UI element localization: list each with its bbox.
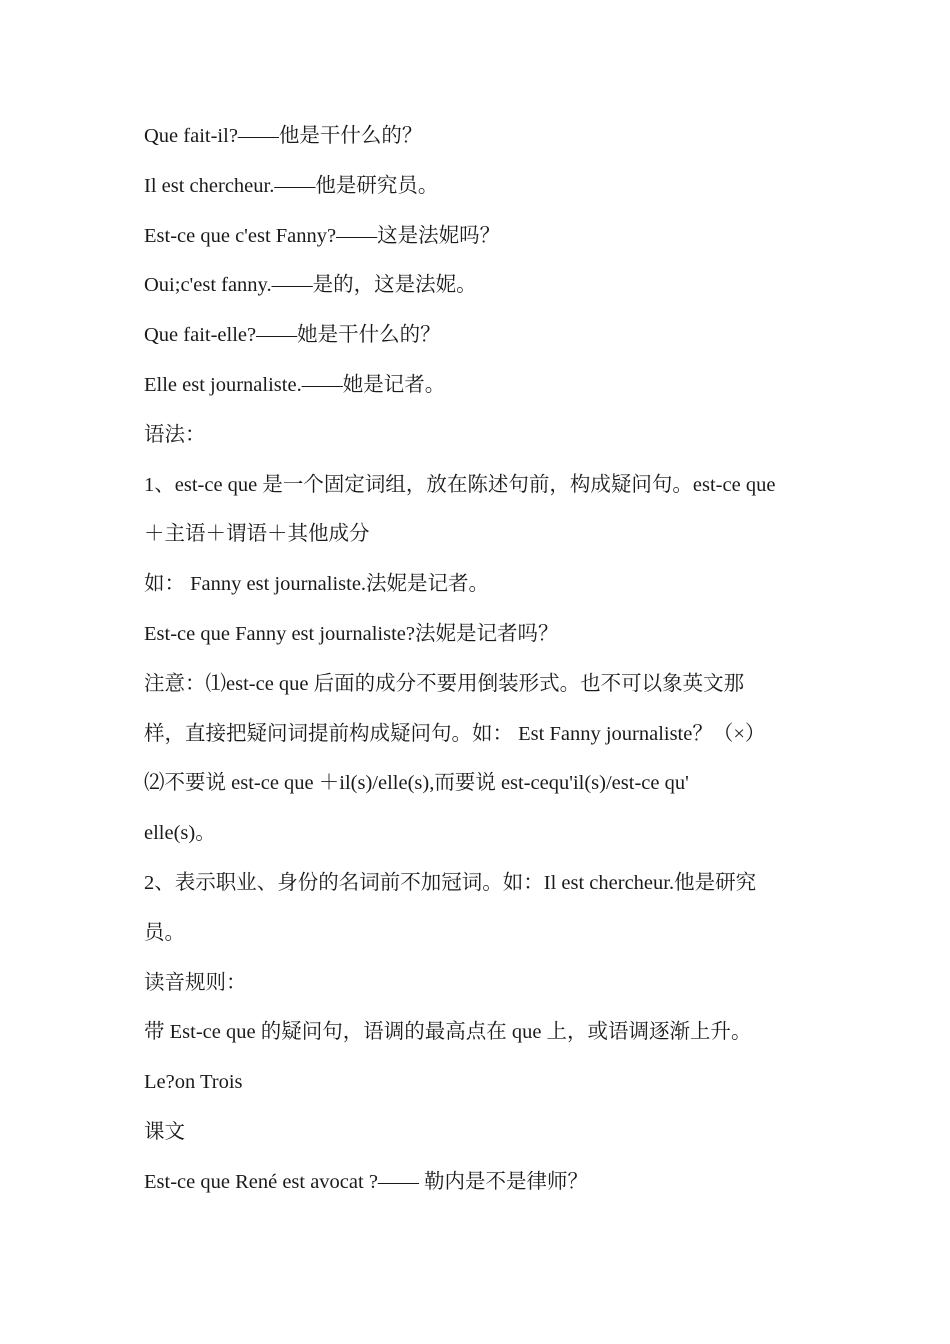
section-heading-grammar: 语法：	[144, 423, 206, 446]
text-line: 注意：⑴est-ce que 后面的成分不要用倒装形式。也不可以象英文那	[144, 672, 745, 695]
text-line: 如： Fanny est journaliste.法妮是记者。	[144, 573, 490, 596]
section-heading-text: 课文	[144, 1120, 185, 1143]
text-line: 2、表示职业、身份的名词前不加冠词。如：Il est chercheur.他是研究	[144, 871, 757, 894]
text-line: Est-ce que René est avocat ?—— 勒内是不是律师？	[144, 1170, 589, 1193]
text-line: elle(s)。	[144, 822, 216, 845]
section-heading-pronunciation: 读音规则：	[144, 971, 247, 994]
text-line: ＋主语＋谓语＋其他成分	[144, 523, 370, 546]
text-line: Que fait-elle?——她是干什么的？	[144, 324, 441, 347]
text-line: 员。	[144, 921, 185, 944]
text-line: Que fait-il?——他是干什么的？	[144, 125, 423, 147]
text-line: 带 Est-ce que 的疑问句，语调的最高点在 que 上，或语调逐渐上升。	[144, 1021, 752, 1044]
text-line: Est-ce que c'est Fanny?——这是法妮吗？	[144, 224, 501, 247]
text-line: Oui;c'est fanny.——是的，这是法妮。	[144, 274, 477, 297]
text-line: 样，直接把疑问词提前构成疑问句。如： Est Fanny journaliste？（×）	[144, 722, 766, 745]
text-line: Il est chercheur.——他是研究员。	[144, 174, 439, 197]
document-body	[144, 112, 808, 1208]
text-line: Est-ce que Fanny est journaliste?法妮是记者吗？	[144, 622, 559, 645]
lesson-title: Le?on Trois	[144, 1071, 243, 1094]
text-line: ⑵不要说 est-ce que ＋il(s)/elle(s),而要说 est-cequ'il(s)/est-ce qu'	[144, 772, 689, 795]
text-line: 1、est-ce que 是一个固定词组，放在陈述句前，构成疑问句。est-ce que	[144, 473, 776, 496]
text-line: Elle est journaliste.——她是记者。	[144, 373, 446, 396]
